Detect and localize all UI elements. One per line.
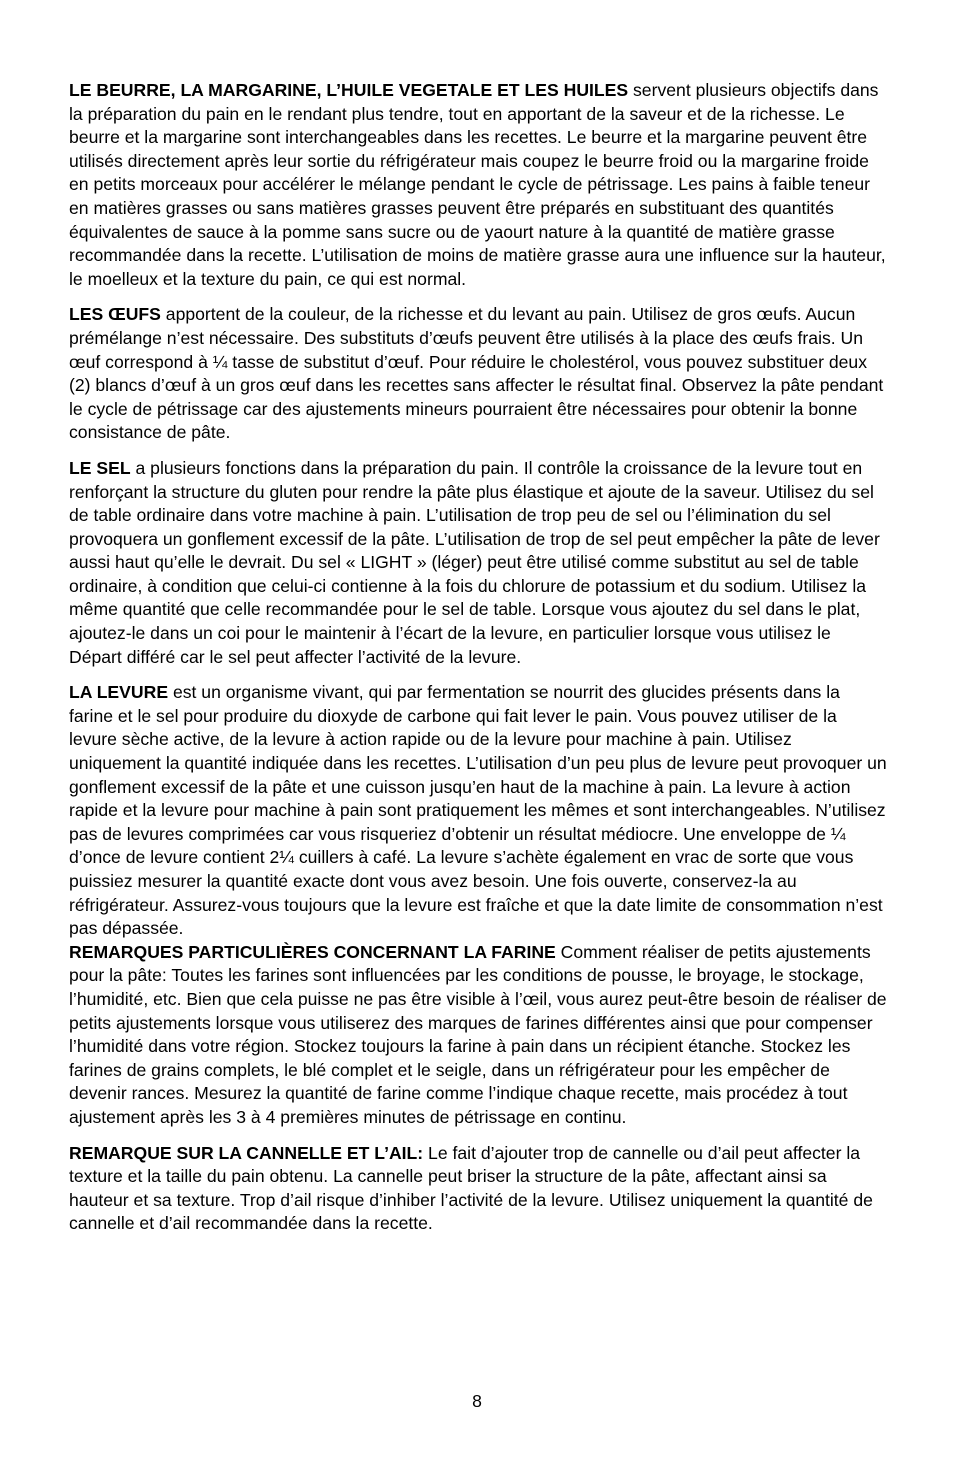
page-number: 8 — [472, 1391, 482, 1411]
section-eggs — [69, 303, 887, 445]
section-salt — [69, 457, 887, 669]
section-body: servent plusieurs objectifs dans la préparation du pain en le rendant plus tendre, tout en apportant de la saveur et de la richesse. Le beurre et la margarine sont interchangeables dans les recettes. Le beurre et la margarine peuvent être utilisés directement après leur sortie du réfrigérateur mais coupez le beurre froid ou la margarine froide en petits morceaux pour accélérer le mélange pendant le cycle de pétrissage. Les pains à faible teneur en matières grasses ou sans matières grasses peuvent être préparés en substituant des quantités équivalentes de sauce à la pomme sans sucre ou de yaourt nature à la quantité de matière grasse recommandée dans la recette. L’utilisation de moins de matière grasse aura une influence sur la hauteur, le moelleux et la texture du pain, ce qui est normal. — [69, 80, 886, 289]
section-heading: LE SEL — [69, 457, 131, 478]
section-yeast — [69, 681, 887, 941]
section-flour-notes — [69, 941, 887, 1130]
section-heading: LES ŒUFS — [69, 304, 161, 325]
document-page — [69, 79, 887, 1236]
section-heading: REMARQUES PARTICULIÈRES CONCERNANT LA FARINE — [69, 941, 556, 962]
section-body: a plusieurs fonctions dans la préparation du pain. Il contrôle la croissance de la levure tout en renforçant la structure du gluten pour rendre la pâte plus élastique et ajoute de la saveur. Utilisez du sel de table ordinaire dans votre machine à pain. L’utilisation de trop peu de sel ou l’élimination du sel provoquera un gonflement excessif de la pâte. L’utilisation de trop de sel peut empêcher la pâte de lever aussi haut qu’elle le devrait. Du sel « LIGHT » (léger) peut être utilisé comme substitut au sel de table ordinaire, à condition que celui-ci contienne à la fois du chlorure de potassium et du sodium. Utilisez la même quantité que celle recommandée pour le sel de table. Lorsque vous ajoutez du sel dans le plat, ajoutez-le dans un coi pour le maintenir à l’écart de la levure, en particulier lorsque vous utilisez le Départ différé car le sel peut affecter l’activité de la levure. — [69, 457, 880, 667]
section-body: apportent de la couleur, de la richesse et du levant au pain. Utilisez de gros œufs. Aucun prémélange n’est nécessaire. Des substituts d’œufs peuvent être utilisés à la place des œufs frais. Un œuf correspond à ¼ tasse de substitut d’œuf. Pour réduire le cholestérol, vous pouvez substituer deux (2) blancs d’œuf à un gros œuf dans les recettes sans affecter le résultat final. Observez la pâte pendant le cycle de pétrissage car des ajustements mineurs pourraient être nécessaires pour obtenir la bonne consistance de pâte. — [69, 304, 884, 443]
section-body: Le fait d’ajouter trop de cannelle ou d’ail peut affecter la texture et la taille du pain obtenu. La cannelle peut briser la structure de la pâte, affectant ainsi sa hauteur et sa texture. Trop d’ail risque d’inhiber l’activité de la levure. Utilisez uniquement la quantité de cannelle et d’ail recommandée dans la recette. — [69, 1142, 873, 1234]
section-body: est un organisme vivant, qui par fermentation se nourrit des glucides présents dans la farine et le sel pour produire du dioxyde de carbone qui fait lever le pain. Vous pouvez utiliser de la levure sèche active, de la levure à action rapide ou de la levure pour machine à pain. Utilisez uniquement la quantité indiquée dans les recettes. L’utilisation d’un peu plus de levure peut provoquer un gonflement excessif de la pâte et une cuisson jusqu’en haut de la machine à pain. La levure à action rapide et la levure pour machine à pain sont pratiquement les mêmes et sont interchangeables. N’utilisez pas de levures comprimées car vous risqueriez d’obtenir un résultat médiocre. Une enveloppe de ¼ d’once de levure contient 2¼ cuillers à café. La levure s’achète également en vrac de sorte que vous puissiez mesurer la quantité exacte dont vous avez besoin. Une fois ouverte, conservez-la au réfrigérateur. Assurez-vous toujours que la levure est fraîche et que la date limite de consommation n’est pas dépassée. — [69, 682, 887, 939]
section-cinnamon-garlic — [69, 1142, 887, 1236]
section-heading: LA LEVURE — [69, 682, 169, 703]
section-butter-oils — [69, 79, 887, 291]
section-heading: REMARQUE SUR LA CANNELLE ET L’AIL: — [69, 1142, 424, 1163]
section-body: Comment réaliser de petits ajustements pour la pâte: Toutes les farines sont influencées par les conditions de pousse, le broyage, le stockage, l’humidité, etc. Bien que cela puisse ne pas être visible à l’œil, vous aurez peut-être besoin de réaliser de petits ajustements lorsque vous utiliserez des marques de farines différentes ainsi que pour compenser l’humidité dans votre région. Stockez toujours la farine à pain dans un récipient étanche. Stockez les farines de grains complets, le blé complet et le seigle, dans un réfrigérateur pour les empêcher de devenir rances. Mesurez la quantité de farine comme l’indique chaque recette, mais procédez à tout ajustement après les 3 à 4 premières minutes de pétrissage en continu. — [69, 941, 887, 1127]
section-heading: LE BEURRE, LA MARGARINE, L’HUILE VEGETALE ET LES HUILES — [69, 80, 629, 100]
